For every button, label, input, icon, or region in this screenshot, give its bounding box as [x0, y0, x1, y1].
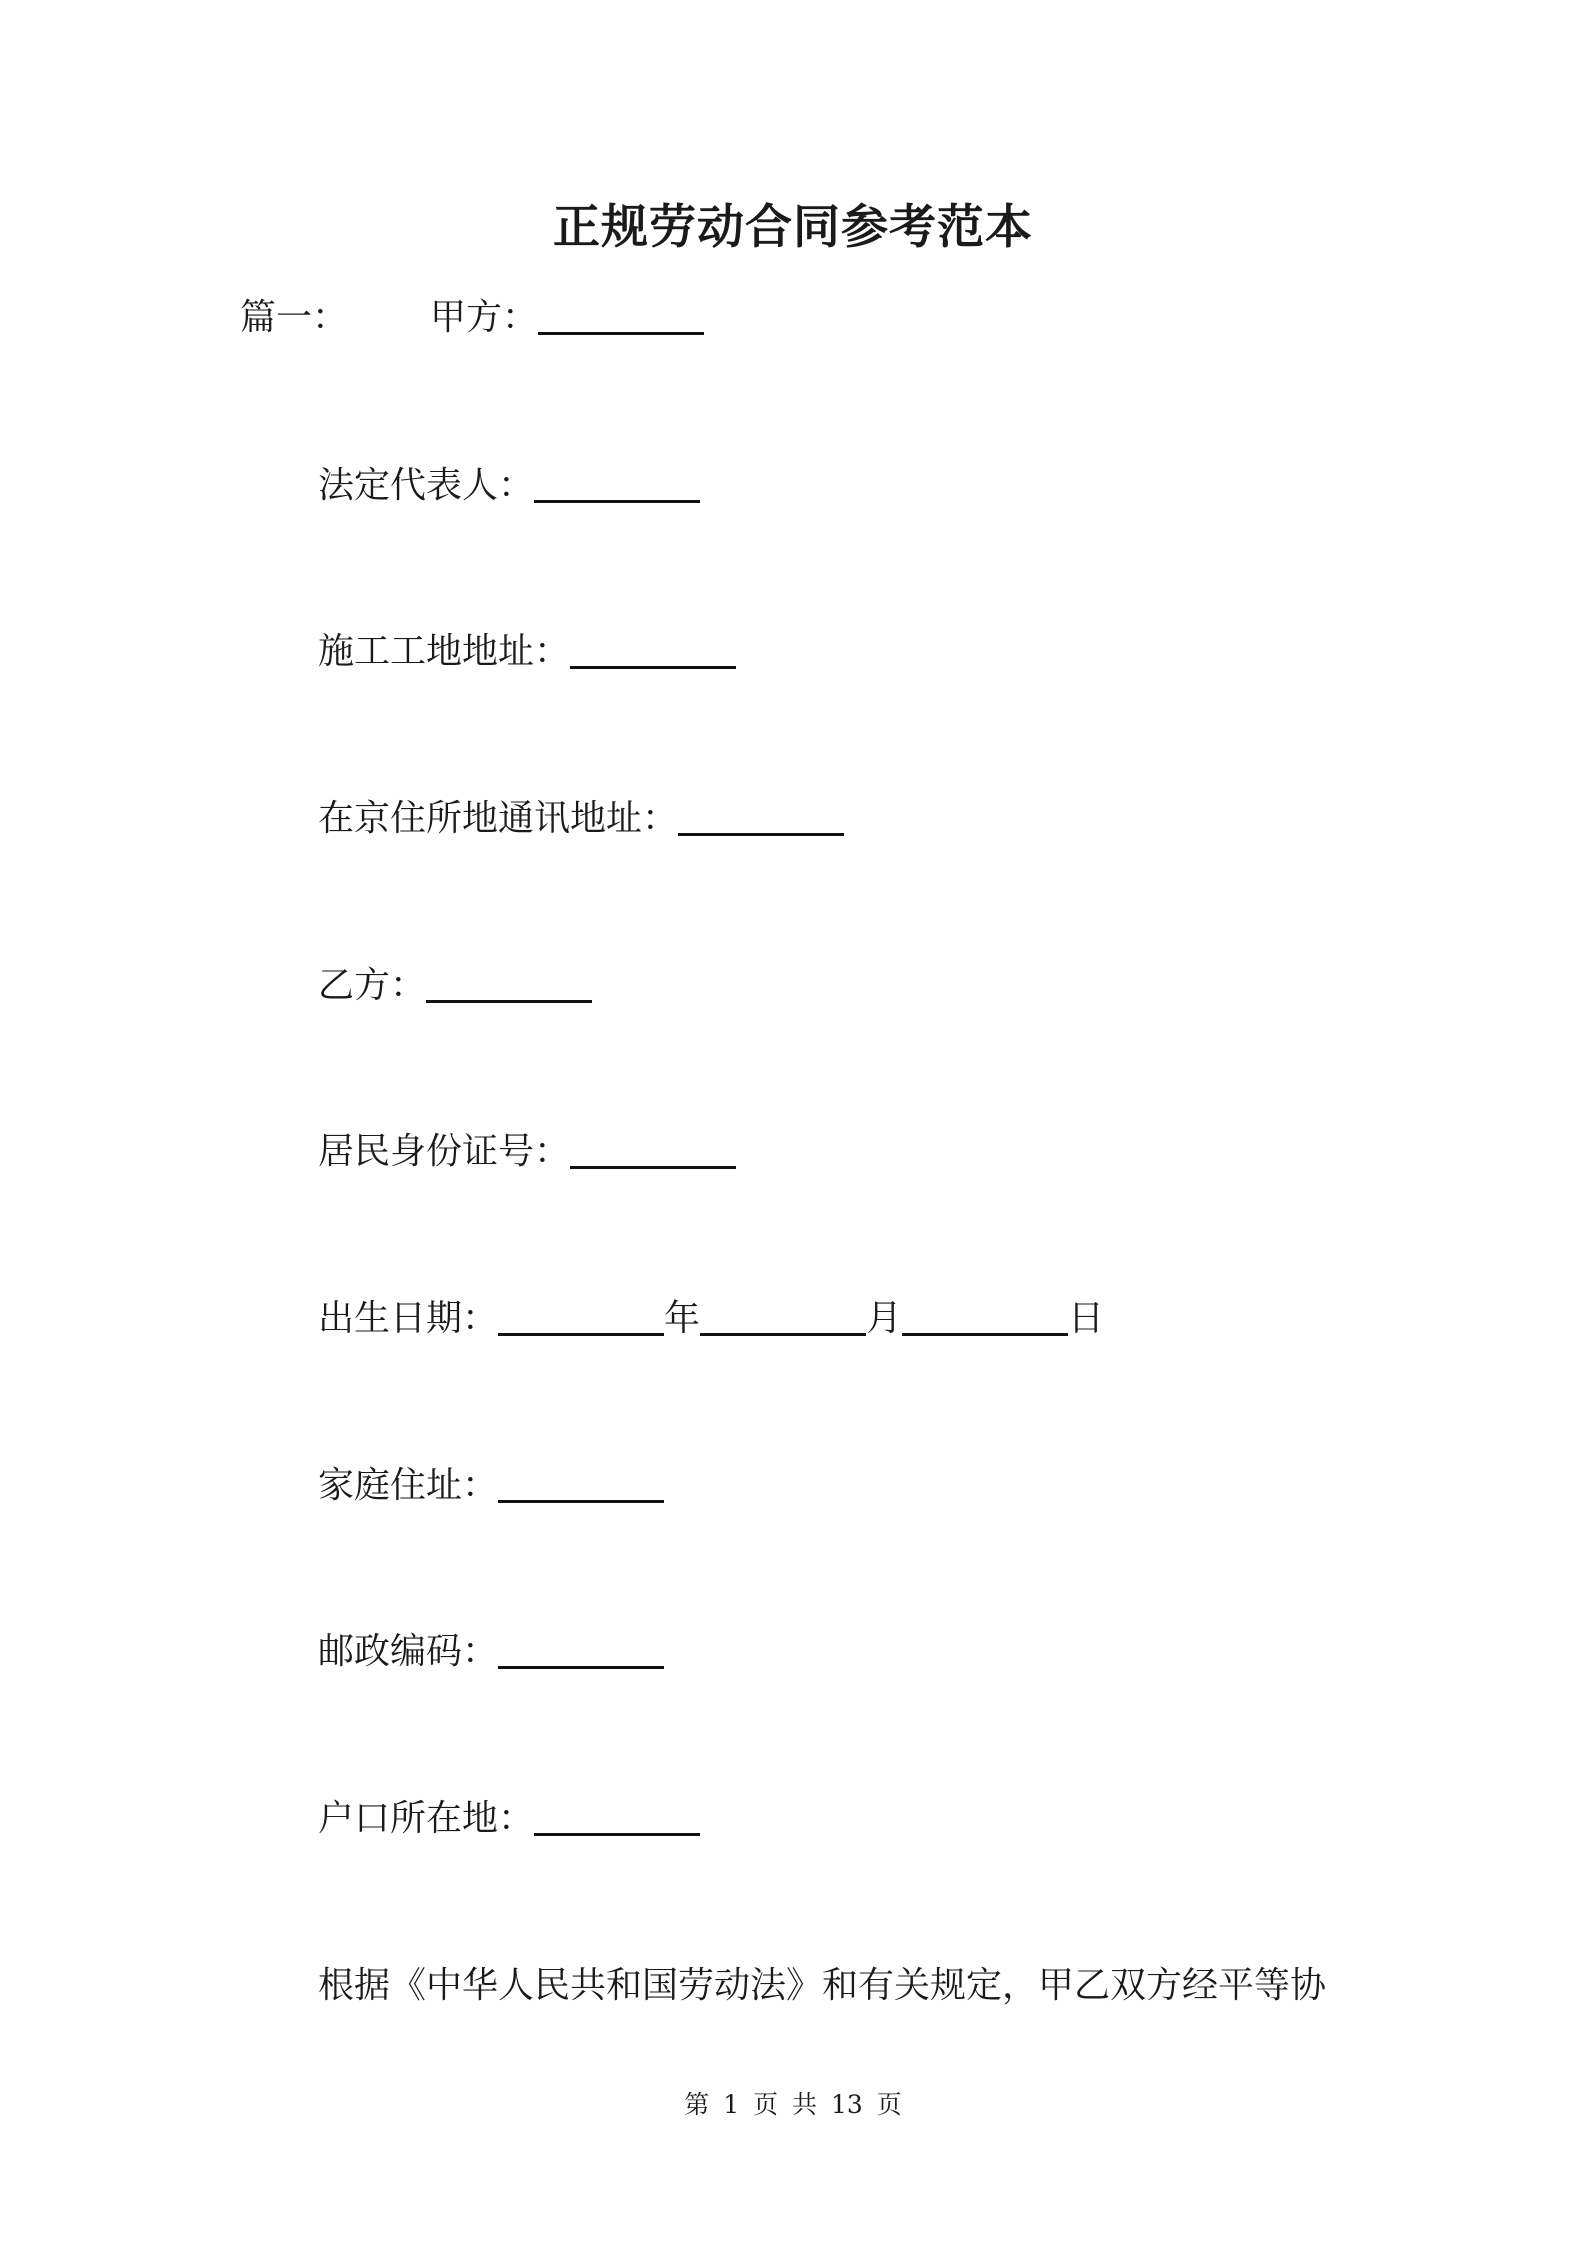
birth-year-label: 年: [664, 1298, 701, 1339]
body-paragraph: 根据《中华人民共和国劳动法》和有关规定，甲乙双方经平等协: [318, 1965, 1327, 2006]
site-address-label: 施工工地地址：: [318, 631, 571, 672]
site-address-blank[interactable]: [570, 632, 736, 669]
party-a-line: [430, 294, 704, 342]
postal-code-line: [318, 1628, 664, 1676]
legal-rep-line: [318, 462, 700, 510]
id-number-blank[interactable]: [570, 1132, 736, 1169]
id-number-line: [318, 1128, 736, 1176]
hukou-line: [318, 1795, 700, 1843]
page-footer: 第 1 页 共 13 页: [684, 2090, 902, 2119]
home-address-line: [318, 1462, 664, 1510]
birth-day-label: 日: [1068, 1298, 1105, 1339]
home-address-label: 家庭住址：: [318, 1465, 499, 1506]
beijing-address-label: 在京住所地通讯地址：: [318, 798, 679, 839]
section-label: 篇一：: [240, 297, 349, 338]
hukou-label: 户口所在地：: [318, 1798, 535, 1839]
beijing-address-line: [318, 795, 844, 843]
home-address-blank[interactable]: [498, 1466, 664, 1503]
party-b-line: [318, 962, 592, 1010]
party-a-label: 甲方：: [430, 297, 539, 338]
site-address-line: [318, 628, 736, 676]
birth-month-label: 月: [866, 1298, 903, 1339]
birth-day-blank[interactable]: [902, 1299, 1068, 1336]
beijing-address-blank[interactable]: [678, 799, 844, 836]
id-number-label: 居民身份证号：: [318, 1131, 571, 1172]
party-a-blank[interactable]: [538, 298, 704, 335]
legal-rep-blank[interactable]: [534, 466, 700, 503]
postal-code-blank[interactable]: [498, 1632, 664, 1669]
hukou-blank[interactable]: [534, 1799, 700, 1836]
party-b-label: 乙方：: [318, 965, 427, 1006]
postal-code-label: 邮政编码：: [318, 1631, 499, 1672]
birth-year-blank[interactable]: [498, 1299, 664, 1336]
birth-date-label: 出生日期：: [318, 1298, 499, 1339]
party-b-blank[interactable]: [426, 966, 592, 1003]
legal-rep-label: 法定代表人：: [318, 465, 535, 506]
birth-month-blank[interactable]: [700, 1299, 866, 1336]
birth-date-line: [318, 1295, 1104, 1343]
document-title: 正规劳动合同参考范本: [553, 200, 1033, 255]
